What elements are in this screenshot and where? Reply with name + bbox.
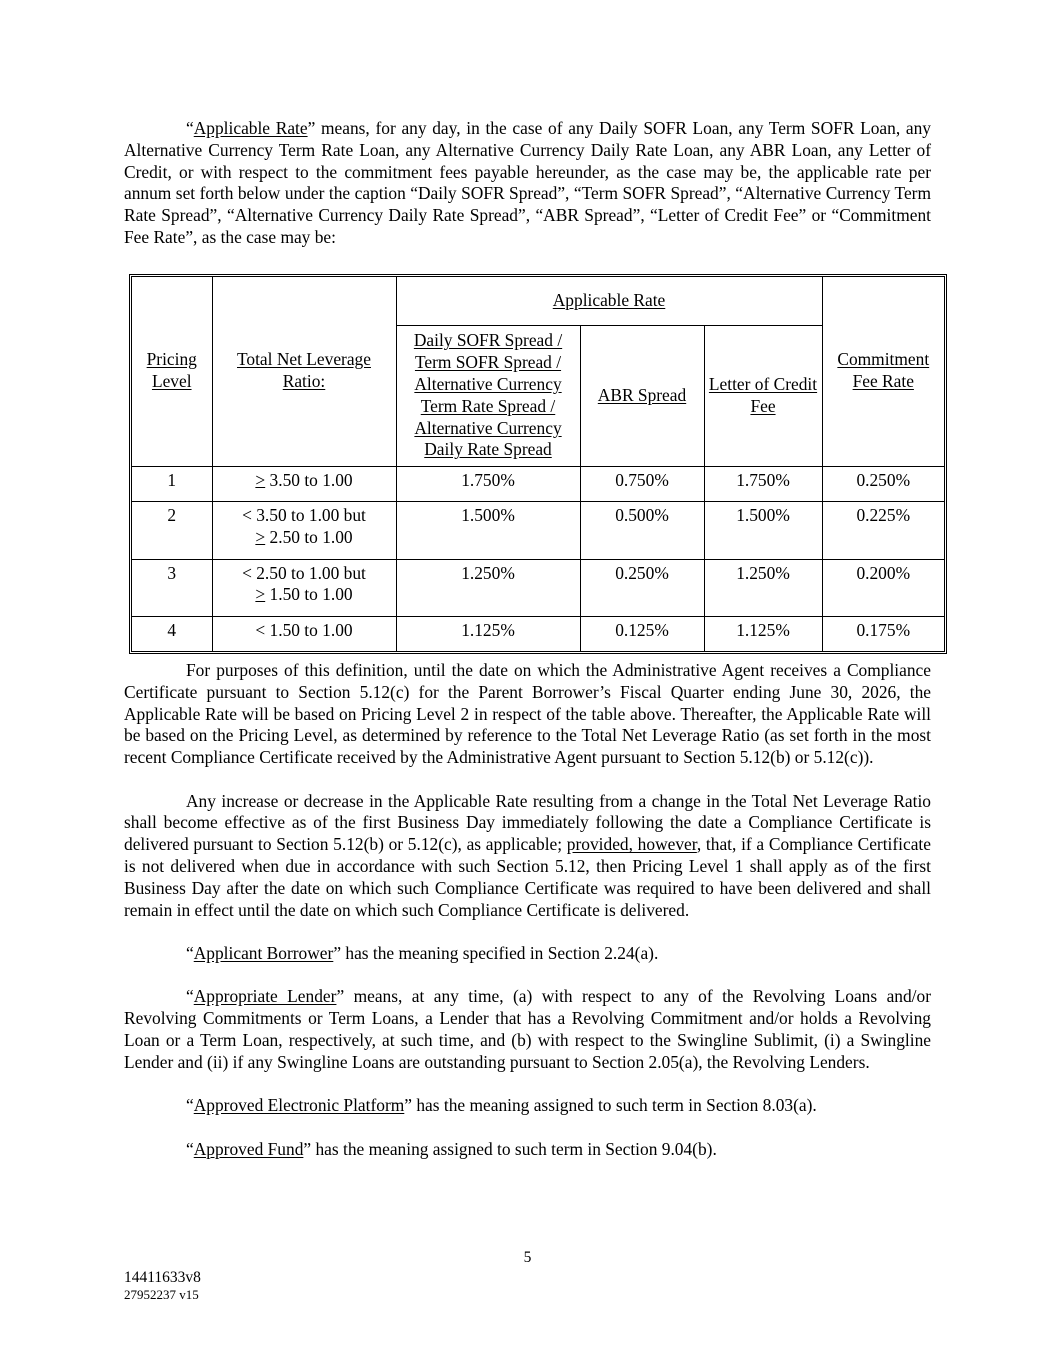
applicable-rate-table [129, 274, 947, 654]
cell-leverage-ratio: > 3.50 to 1.00 [212, 467, 396, 502]
cell-abr-spread: 0.750% [580, 467, 704, 502]
table-row [132, 559, 944, 617]
cell-abr-spread: 0.125% [580, 617, 704, 651]
header-abr-spread: ABR Spread [580, 326, 704, 467]
cell-commitment-fee-rate: 0.175% [822, 617, 944, 651]
cell-pricing-level: 4 [132, 617, 212, 651]
cell-sofr-spread: 1.500% [396, 502, 580, 560]
table-row [132, 502, 944, 560]
proviso-term: provided, however [566, 834, 697, 855]
cell-commitment-fee-rate: 0.225% [822, 502, 944, 560]
header-letter-of-credit-fee: Letter of Credit Fee [704, 326, 822, 467]
document-id-secondary: 27952237 v15 [124, 1287, 199, 1302]
document-page [124, 118, 931, 1160]
cell-letter-of-credit-fee: 1.125% [704, 617, 822, 651]
definition-applicable-rate: “Applicable Rate” means, for any day, in the case of any Daily SOFR Loan, any Term SOFR Loan, any Alternative Currency Term Rate Loan, any Alternative Currency Daily Rate Loan, any ABR Loan, any Letter of Credit, or with respect to the commitment fees payable hereunder, as the case may be, the applicable rate per annum set forth below under the caption “Daily SOFR Spread”, “Term SOFR Spread”, “Alternative Currency Term Rate Spread”, “Alternative Currency Daily Rate Spread”, “ABR Spread”, “Letter of Credit Fee” or “Commitment Fee Rate”, as the case may be: [124, 118, 931, 247]
defined-term: Appropriate Lender [193, 986, 337, 1007]
cell-commitment-fee-rate: 0.250% [822, 467, 944, 502]
cell-leverage-ratio: < 3.50 to 1.00 but > 2.50 to 1.00 [212, 502, 396, 560]
definition-approved-fund: “Approved Fund” has the meaning assigned to such term in Section 9.04(b). [186, 1138, 717, 1159]
cell-sofr-spread: 1.125% [396, 617, 580, 651]
paragraph-increase-decrease: Any increase or decrease in the Applicable Rate resulting from a change in the Total Net Leverage Ratio shall become effective as of the first Business Day immediately following the date a Compliance Certificate is delivered pursuant to Section 5.12(b) or 5.12(c), as applicable; provided, however, that, if a Compliance Certificate is not delivered when due in accordance with such Section 5.12, then Pricing Level 1 shall apply as of the first Business Day after the date on which such Compliance Certificate was required to have been delivered and shall remain in effect until the date on which such Compliance Certificate is delivered. [124, 790, 931, 920]
defined-term: Approved Fund [193, 1138, 304, 1159]
definition-appropriate-lender: “Appropriate Lender” means, at any time, (a) with respect to any of the Revolving Loans and/or Revolving Commitments or Term Loans, a Lender that has a Revolving Commitment and/or holds a Revolving Loan or a Term Loan, respectively, at such time, and (b) with respect to the Swingline Sublimit, (i) a Swingline Lender and (ii) if any Swingline Loans are outstanding pursuant to Section 2.05(a), the Revolving Lenders. [124, 986, 931, 1072]
header-total-net-leverage-ratio: Total Net Leverage Ratio: [212, 277, 396, 467]
header-sofr-spread: Daily SOFR Spread / Term SOFR Spread / Alternative Currency Term Rate Spread / Alternative Currency Daily Rate Spread [396, 326, 580, 467]
cell-sofr-spread: 1.250% [396, 559, 580, 617]
cell-leverage-ratio: < 2.50 to 1.00 but > 1.50 to 1.00 [212, 559, 396, 617]
page-number: 5 [523, 1249, 532, 1266]
header-applicable-rate: Applicable Rate [396, 277, 822, 326]
paragraph-purposes: For purposes of this definition, until the date on which the Administrative Agent receives a Compliance Certificate pursuant to Section 5.12(c) for the Parent Borrower’s Fiscal Quarter ending June 30, 2026, the Applicable Rate will be based on Pricing Level 2 in respect of the table above. Thereafter, the Applicable Rate will be based on the Pricing Level, as determined by reference to the Total Net Leverage Ratio (as set forth in the most recent Compliance Certificate received by the Administrative Agent pursuant to Section 5.12(b) or 5.12(c)). [124, 660, 931, 768]
definition-text: ” means, for any day, in the case of any Daily SOFR Loan, any Term SOFR Loan, any Alternative Currency Term Rate Loan, any Alternative Currency Daily Rate Loan, any ABR Loan, any Letter of Credit, or with respect to the commitment fees payable hereunder, as the case may be, the applicable rate per annum set forth below under the caption “Daily SOFR Spread”, “Term SOFR Spread”, “Alternative Currency Term Rate Spread”, “Alternative Currency Daily Rate Spread”, “ABR Spread”, “Letter of Credit Fee” or “Commitment Fee Rate”, as the case may be: [124, 118, 931, 247]
cell-leverage-ratio: < 1.50 to 1.00 [212, 617, 396, 651]
cell-commitment-fee-rate: 0.200% [822, 559, 944, 617]
cell-letter-of-credit-fee: 1.500% [704, 502, 822, 560]
cell-abr-spread: 0.250% [580, 559, 704, 617]
cell-letter-of-credit-fee: 1.750% [704, 467, 822, 502]
definition-approved-electronic-platform: “Approved Electronic Platform” has the meaning assigned to such term in Section 8.03(a). [186, 1095, 817, 1116]
cell-pricing-level: 1 [132, 467, 212, 502]
document-id-primary: 14411633v8 [124, 1269, 201, 1286]
cell-pricing-level: 2 [132, 502, 212, 560]
table-row [132, 617, 944, 651]
defined-term: Applicable Rate [193, 118, 308, 138]
header-commitment-fee-rate: Commitment Fee Rate [822, 277, 944, 467]
defined-term: Approved Electronic Platform [193, 1095, 405, 1116]
table-row [132, 467, 944, 502]
defined-term: Applicant Borrower [193, 943, 334, 964]
cell-abr-spread: 0.500% [580, 502, 704, 560]
cell-letter-of-credit-fee: 1.250% [704, 559, 822, 617]
definition-applicant-borrower: “Applicant Borrower” has the meaning specified in Section 2.24(a). [186, 943, 659, 964]
header-pricing-level: Pricing Level [132, 277, 212, 467]
cell-sofr-spread: 1.750% [396, 467, 580, 502]
cell-pricing-level: 3 [132, 559, 212, 617]
